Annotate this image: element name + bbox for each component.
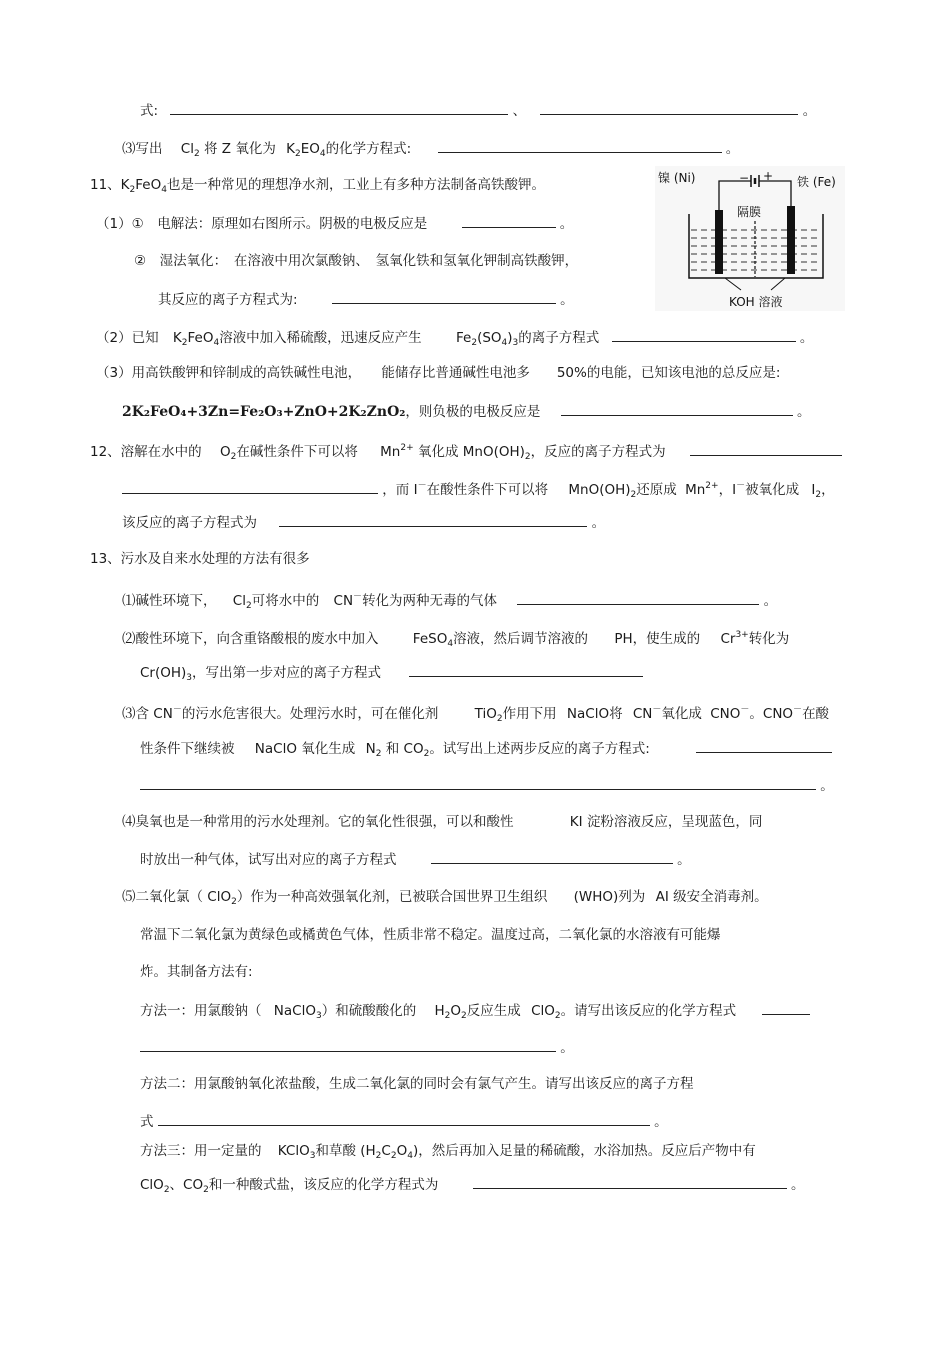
text: 。 [790, 1177, 805, 1193]
text: － [652, 705, 662, 715]
answer-blank[interactable] [690, 441, 842, 456]
q13-part3-cont [140, 738, 832, 764]
text: 和草酸 [315, 1143, 356, 1159]
text: ⑶含 [122, 706, 149, 722]
text: 被氧化成 [745, 482, 800, 498]
text: 2 [554, 1011, 561, 1021]
text: 、CO [169, 1177, 204, 1193]
q13-part5-desc [140, 925, 721, 945]
q12-line1 [90, 438, 842, 467]
method-one-answer-line [140, 1037, 574, 1058]
text: 2 [181, 338, 188, 348]
text: PH， [614, 631, 647, 647]
text: K [172, 330, 182, 346]
label-membrane: 隔膜 [737, 205, 762, 219]
text: EO [300, 141, 320, 157]
text: 2 [471, 338, 478, 348]
text: CN [333, 593, 354, 609]
text: 使生成的 [646, 631, 701, 647]
text: 转化为两种无毒的气体 [362, 593, 498, 609]
text: 在酸 [802, 706, 830, 722]
text: MnO(OH) [568, 482, 631, 498]
q13-part2-cont [140, 662, 643, 688]
text: － [353, 592, 363, 602]
answer-blank[interactable] [462, 213, 556, 228]
text: 也是一种常见的理想净水剂，工业上有多种方法制备高铁酸钾。 [166, 177, 545, 193]
text: O [219, 444, 231, 460]
text: 。 [763, 593, 778, 609]
text: 炸。其制备方法有: [140, 964, 253, 980]
text: 2 [245, 601, 252, 611]
answer-blank[interactable] [696, 738, 832, 753]
text: ⑸二氧化氯（ [122, 889, 203, 905]
text: （1）① 电解法：原理如右图所示。阴极的电极反应是 [96, 216, 428, 232]
q13-title [90, 549, 310, 569]
text: Fe [455, 330, 472, 346]
electrolysis-diagram [655, 166, 845, 311]
text: 式 [140, 1114, 154, 1130]
text: 。 [559, 216, 574, 232]
text: ）作为一种高效强氧化剂，已被联合国世界卫生组织 [236, 889, 548, 905]
text: )，然后再加入足量的稀硫酸，水浴加热。反应后产物中有 [412, 1143, 756, 1159]
text: － [740, 705, 750, 715]
q12-line2 [122, 476, 835, 505]
text: 4 [161, 185, 167, 195]
text: 列为 [618, 889, 646, 905]
battery-total-reaction: 2K₂FeO₄+3Zn=Fe₂O₃+ZnO+2K₂ZnO₂ [122, 404, 406, 420]
label-plus: + [763, 169, 774, 183]
text: 氧化成 [661, 706, 702, 722]
method-one [140, 1000, 810, 1026]
text: 。 [802, 103, 817, 119]
text: 。 [725, 141, 740, 157]
text: （2）已知 [96, 330, 159, 346]
text: 11、K [90, 177, 130, 193]
text: 2+ [705, 481, 719, 491]
text: 2 [423, 749, 430, 759]
q13-part1 [122, 587, 777, 616]
text: KClO [277, 1143, 310, 1159]
text: KI [569, 814, 583, 830]
text: 2 [230, 452, 237, 462]
text: 的化学方程式: [325, 141, 412, 157]
text: 方法一：用氯酸钠（ [140, 1003, 262, 1019]
text: 。 [591, 515, 606, 531]
text: 4 [319, 149, 326, 159]
text: － [417, 481, 427, 491]
text: 2 [375, 1151, 382, 1161]
text: 2 [444, 1011, 451, 1021]
text: CN [153, 706, 173, 722]
text: 氧化成 [417, 444, 459, 460]
label-koh: KOH 溶液 [729, 295, 783, 309]
text: ⑷臭氧也是一种常用的污水处理剂。它的氧化性很强，可以和酸性 [122, 814, 514, 830]
text: 级安全消毒剂。 [673, 889, 768, 905]
text: 2 [524, 452, 531, 462]
text: 2 [163, 1185, 170, 1195]
text: 反应生成 [466, 1003, 521, 1019]
q13-part4 [122, 812, 762, 832]
text: 2 [295, 149, 301, 159]
text: 该反应的离子方程式为 [122, 515, 257, 531]
electrolysis-cell-figure [655, 166, 845, 311]
text: 溶液，然后调节溶液的 [453, 631, 589, 647]
text: 2 [203, 1185, 209, 1195]
answer-blank[interactable] [122, 479, 378, 494]
text: O [450, 1003, 462, 1019]
text: ，则负极的电极反应是 [405, 404, 541, 420]
text: 性条件下继续被 [140, 741, 235, 757]
text: ）和硫酸酸化的 [321, 1003, 417, 1019]
text: 2 [461, 1011, 467, 1021]
text: 。 [797, 404, 811, 420]
text: Cr [720, 631, 736, 647]
answer-blank[interactable] [170, 100, 508, 115]
text: ClO [531, 1003, 555, 1019]
text: 13、污水及自来水处理的方法有很多 [90, 551, 310, 567]
text: ，写出第一步对应的离子方程式 [192, 665, 382, 681]
text: 可将水中的 [251, 593, 320, 609]
text: 还原成 [636, 482, 677, 498]
text: ⑶写出 [122, 141, 163, 157]
answer-blank[interactable] [140, 775, 816, 790]
text: 。 [560, 292, 574, 308]
answer-blank[interactable] [540, 100, 798, 115]
text: 式: [140, 103, 159, 119]
text: ) [507, 330, 513, 346]
text: C [381, 1143, 391, 1159]
text: N [365, 741, 376, 757]
text: 12、溶解在水中的 [90, 444, 202, 460]
text: CN [632, 706, 653, 722]
text: CO [403, 741, 424, 757]
text: ， [821, 482, 835, 498]
text: 在碱性条件下可以将 [236, 444, 358, 460]
label-minus: − [739, 171, 750, 185]
q11-battery-reaction [122, 401, 811, 422]
text: NaClO [566, 706, 610, 722]
q13-part3 [122, 700, 829, 729]
label-nickel: 镍 (Ni) [658, 171, 696, 185]
text: NaClO [254, 741, 297, 757]
text: － [172, 705, 182, 715]
text: Cl [232, 593, 246, 609]
answer-blank[interactable] [279, 512, 587, 527]
q11-part1-wet-oxidation [134, 251, 578, 271]
text: 4 [213, 338, 220, 348]
text: (WHO) [573, 889, 619, 905]
text: Mn [685, 482, 706, 498]
text: ，反应的离子方程式为 [530, 444, 666, 460]
text: 。 [677, 852, 691, 868]
text: 4 [501, 338, 508, 348]
text: 2 [231, 897, 237, 907]
text: 3 [186, 673, 193, 683]
answer-blank[interactable] [438, 138, 722, 153]
text: 的离子方程式 [518, 330, 600, 346]
text: 将 [609, 706, 623, 722]
text: ② 湿法氧化： 在溶液中用次氯酸钠、 氢氧化铁和氢氧化钾制高铁酸钾， [134, 253, 579, 269]
q11-part1-electrolysis [96, 213, 573, 234]
method-three-cont [140, 1174, 804, 1200]
text: － [793, 705, 803, 715]
q11-title [90, 175, 545, 200]
method-two [140, 1074, 694, 1094]
text: (H [360, 1143, 376, 1159]
text: 2 [496, 714, 503, 724]
text: Cl [180, 141, 194, 157]
q10-part3 [122, 138, 739, 164]
text: ⑴碱性环境下， [122, 593, 217, 609]
text: 其反应的离子方程式为: [158, 292, 298, 308]
text: CNO [710, 706, 741, 722]
text: 3 [512, 338, 519, 348]
text: － [736, 481, 746, 491]
text: 2 [193, 149, 200, 159]
text: (SO [477, 330, 502, 346]
text: ，I [718, 482, 737, 498]
text: 3 [309, 1151, 316, 1161]
q11-part3 [96, 363, 780, 383]
text: 转化为 [748, 631, 790, 647]
text: FeO [187, 330, 214, 346]
text: 。试写出上述两步反应的离子方程式: [429, 741, 650, 757]
text: 和一种酸式盐，该反应的化学方程式为 [208, 1177, 439, 1193]
text: 2+ [400, 443, 414, 453]
text: 。 [654, 1114, 668, 1130]
text: 常温下二氧化氯为黄绿色或橘黄色气体，性质非常不稳定。温度过高，二氧化氯的水溶液有可能爆 [140, 927, 721, 943]
answer-blank[interactable] [517, 590, 759, 605]
text: FeSO [412, 631, 448, 647]
answer-blank[interactable] [409, 662, 643, 677]
q13-part5 [122, 887, 768, 912]
text: ⑵酸性环境下，向含重铬酸根的废水中加入 [122, 631, 379, 647]
text: 方法三：用一定量的 [140, 1143, 262, 1159]
text: I [811, 482, 816, 498]
text: 2 [630, 490, 637, 500]
text: 在酸性条件下可以将 [426, 482, 549, 498]
method-two-answer-line [140, 1111, 668, 1132]
text: ClO [140, 1177, 164, 1193]
q13-part4-cont [140, 849, 691, 870]
text: Cr(OH) [140, 665, 187, 681]
q10-line-formula-blanks [140, 100, 816, 121]
text: 2 [815, 490, 822, 500]
q13-part3-answer-line [140, 775, 834, 796]
text: 3+ [735, 630, 749, 640]
q12-line3 [122, 512, 605, 533]
answer-blank[interactable] [473, 1174, 787, 1189]
text: O [396, 1143, 408, 1159]
q11-ionic-equation [158, 289, 574, 310]
text: ，而 I [382, 482, 418, 498]
text: 将 Z 氧化为 [204, 141, 276, 157]
text: 溶液中加入稀硫酸，迅速反应产生 [219, 330, 422, 346]
text: Mn [380, 444, 401, 460]
text: 2 [129, 185, 136, 195]
text: 4 [407, 1151, 413, 1161]
text: 的污水危害很大。处理污水时，可在催化剂 [181, 706, 439, 722]
text: 。CNO [749, 706, 794, 722]
text: 和 [385, 741, 400, 757]
text: 。 [799, 330, 814, 346]
text: 。 [820, 778, 834, 794]
text: 2 [390, 1151, 397, 1161]
text: H [434, 1003, 445, 1019]
text: ClO [207, 889, 232, 905]
text: 3 [315, 1011, 322, 1021]
text: TiO [474, 706, 497, 722]
text: 4 [447, 639, 454, 649]
answer-blank[interactable] [431, 849, 673, 864]
text: 方法二：用氯酸钠氧化浓盐酸，生成二氧化氯的同时会有氯气产生。请写出该反应的离子方程 [140, 1076, 694, 1092]
text: 。 [560, 1040, 574, 1056]
method-three [140, 1141, 756, 1166]
text: 淀粉溶液反应，呈现蓝色，同 [586, 814, 763, 830]
answer-blank[interactable] [762, 1000, 810, 1015]
nickel-electrode [715, 210, 723, 274]
q13-part2 [122, 625, 789, 654]
text: K [286, 141, 296, 157]
label-iron: 铁 (Fe) [797, 175, 836, 189]
answer-blank[interactable] [561, 401, 793, 416]
text: AI [655, 889, 669, 905]
text: 氧化生成 [301, 741, 356, 757]
text: NaClO [273, 1003, 316, 1019]
text: 2 [375, 749, 382, 759]
text: 时放出一种气体，试写出对应的离子方程式 [140, 852, 397, 868]
answer-blank[interactable] [612, 327, 796, 342]
answer-blank[interactable] [332, 289, 556, 304]
text: （3）用高铁酸钾和锌制成的高铁碱性电池， 能储存比普通碱性电池多 50%的电能，已知该电池的总反应是: [96, 365, 781, 381]
text: 、 [512, 103, 527, 119]
q13-part5-desc2 [140, 962, 253, 982]
text: 。请写出该反应的化学方程式 [560, 1003, 737, 1019]
text: FeO [135, 177, 162, 193]
answer-blank[interactable] [140, 1037, 556, 1052]
q11-part2 [96, 327, 813, 353]
answer-blank[interactable] [158, 1111, 650, 1126]
text: 作用下用 [502, 706, 557, 722]
text: MnO(OH) [462, 444, 525, 460]
iron-electrode [787, 206, 795, 274]
